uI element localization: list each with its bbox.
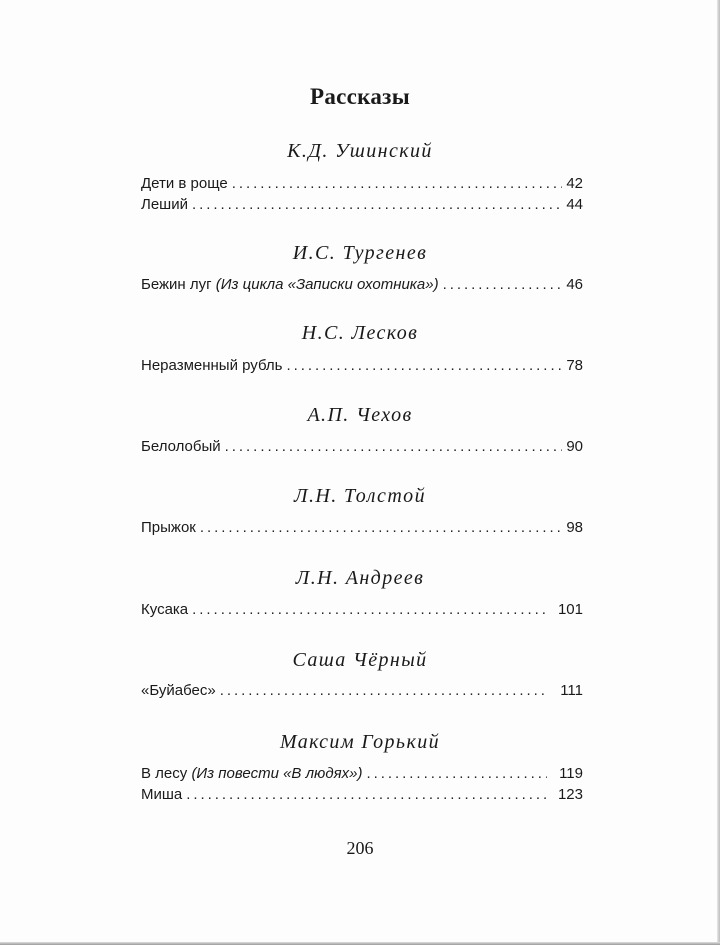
author-heading: Л.Н. Андреев	[295, 567, 425, 589]
dot-leader	[200, 518, 562, 538]
entry-subtitle: (Из цикла «Записки охотника»)	[215, 276, 439, 293]
toc-entry	[141, 518, 583, 538]
entry-page: 46	[566, 276, 583, 293]
author-heading: Саша Чёрный	[292, 649, 428, 671]
dot-leader	[286, 356, 562, 376]
entry-page: 119	[559, 765, 583, 782]
toc-entry	[141, 785, 583, 805]
toc-entry	[141, 600, 583, 620]
entry-title: Неразменный рубль	[141, 357, 283, 374]
toc-entry	[141, 275, 583, 295]
entry-page: 90	[566, 438, 583, 455]
entry-page: 44	[566, 196, 583, 213]
toc-entry	[141, 681, 583, 701]
entry-page: 78	[566, 357, 583, 374]
entry-title: Миша	[141, 786, 183, 803]
page-number: 206	[346, 838, 374, 858]
entry-title-text: Бежин луг	[141, 276, 216, 293]
dot-leader	[186, 785, 546, 805]
author-heading: К.Д. Ушинский	[287, 140, 433, 162]
author-heading: Максим Горький	[279, 731, 440, 753]
entry-page: 101	[557, 601, 583, 618]
dot-leader	[366, 764, 547, 784]
entry-title: Дети в роще	[141, 175, 228, 192]
toc-entry	[141, 764, 583, 784]
dot-leader	[220, 681, 549, 701]
entry-title: Леший	[141, 196, 188, 213]
entry-page: 123	[557, 786, 583, 803]
entry-page: 98	[566, 519, 583, 536]
entry-page: 111	[560, 682, 583, 699]
toc-entry	[141, 437, 583, 457]
entry-title: Прыжок	[141, 519, 196, 536]
entry-page: 42	[566, 175, 583, 192]
author-heading: И.С. Тургенев	[292, 242, 428, 264]
dot-leader	[232, 174, 563, 194]
dot-leader	[192, 195, 562, 215]
entry-title	[141, 275, 439, 295]
entry-title: Белолобый	[141, 438, 221, 455]
entry-subtitle: (Из повести «В людях»)	[191, 765, 363, 782]
toc-entry	[141, 174, 583, 194]
section-title: Рассказы	[310, 84, 410, 109]
author-heading: Л.Н. Толстой	[294, 485, 426, 507]
dot-leader	[225, 437, 563, 457]
entry-title: «Буйабес»	[141, 682, 216, 699]
author-heading: А.П. Чехов	[307, 404, 413, 426]
dot-leader	[192, 600, 546, 620]
entry-title	[141, 764, 362, 784]
toc-entry	[141, 195, 583, 215]
toc-entry	[141, 356, 583, 376]
entry-title-text: В лесу	[141, 765, 192, 782]
dot-leader	[443, 275, 563, 295]
entry-title: Кусака	[141, 601, 189, 618]
author-heading: Н.С. Лесков	[301, 322, 419, 344]
